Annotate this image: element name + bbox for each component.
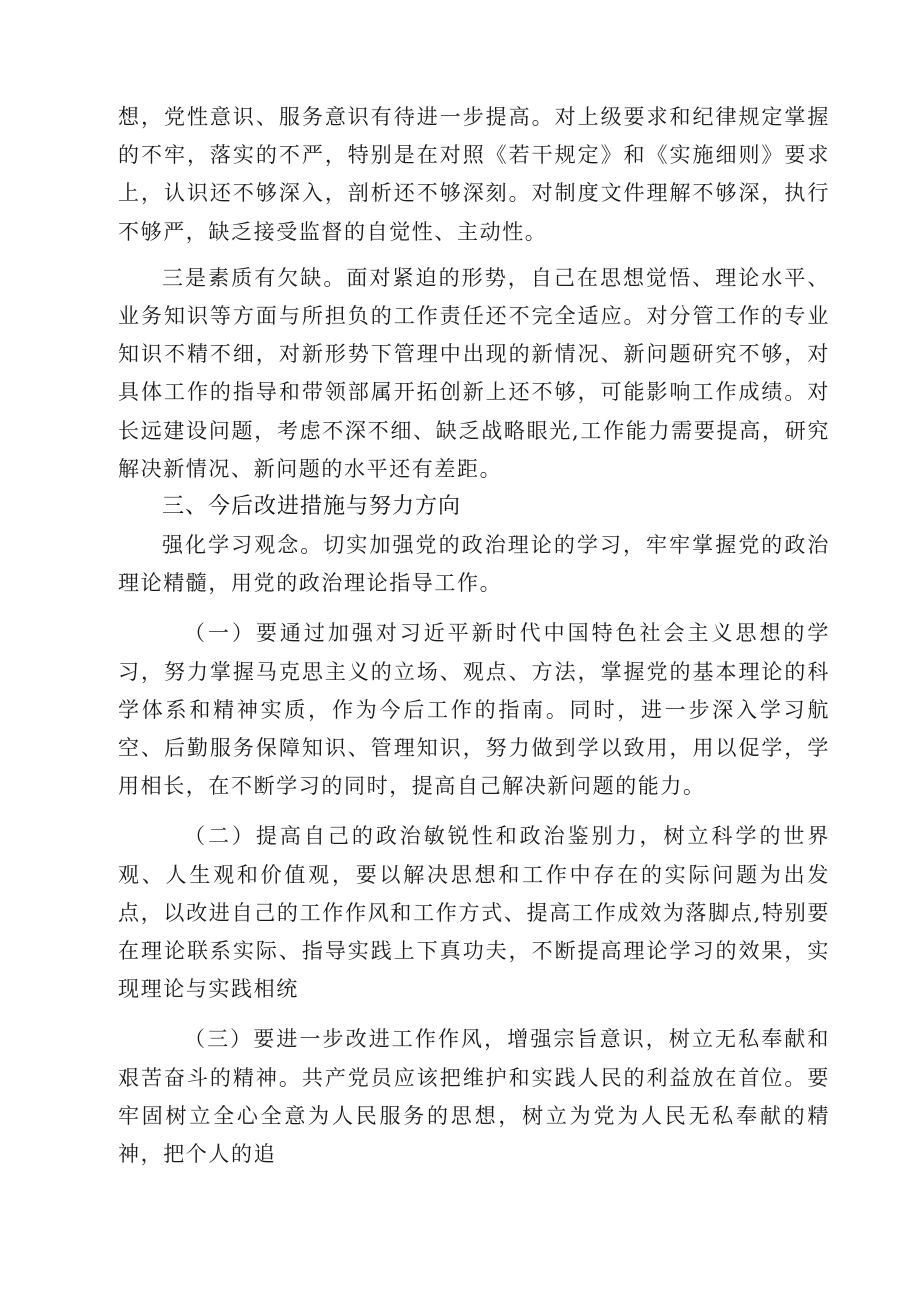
paragraph-item-three: （三）要进一步改进工作作风，增强宗旨意识，树立无私奉献和艰苦奋斗的精神。共产党员应该把维护和实践人民的利益放在首位。要牢固树立全心全意为人民服务的思想，树立为党为人民无私奉献的精神，把个人的追	[118, 1027, 830, 1167]
paragraph-item-two: （二）提高自己的政治敏锐性和政治鉴别力，树立科学的世界观、人生观和价值观，要以解决思想和工作中存在的实际问题为出发点，以改进自己的工作作风和工作方式、提高工作成效为落脚点,特别要在理论联系实际、指导实践上下真功夫，不断提高理论学习的效果，实现理论与实践相统	[118, 824, 830, 1002]
document-body	[118, 98, 830, 1173]
section-heading-improvement-measures: 三、今后改进措施与努力方向	[162, 494, 462, 520]
paragraph-strengthen-learning: 强化学习观念。切实加强党的政治理论的学习，牢牢掌握党的政治理论精髓，用党的政治理论指导工作。	[118, 533, 830, 596]
paragraph-party-awareness: 想，党性意识、服务意识有待进一步提高。对上级要求和纪律规定掌握的不牢，落实的不严，特别是在对照《若干规定》和《实施细则》要求上，认识还不够深入，剖析还不够深刻。对制度文件理解不够深，执行不够严，缺乏接受监督的自觉性、主动性。	[118, 105, 830, 244]
paragraph-quality-deficiency: 三是素质有欠缺。面对紧迫的形势，自己在思想觉悟、理论水平、业务知识等方面与所担负的工作责任还不完全适应。对分管工作的专业知识不精不细，对新形势下管理中出现的新情况、新问题研究不够，对具体工作的指导和带领部属开拓创新上还不够，可能影响工作成绩。对长远建设问题，考虑不深不细、缺乏战略眼光,工作能力需要提高，研究解决新情况、新问题的水平还有差距。	[118, 265, 830, 481]
paragraph-item-one: （一）要通过加强对习近平新时代中国特色社会主义思想的学习，努力掌握马克思主义的立场、观点、方法，掌握党的基本理论的科学体系和精神实质，作为今后工作的指南。同时，进一步深入学习航空、后勤服务保障知识、管理知识，努力做到学以致用，用以促学，学用相长，在不断学习的同时，提高自己解决新问题的能力。	[118, 621, 830, 799]
